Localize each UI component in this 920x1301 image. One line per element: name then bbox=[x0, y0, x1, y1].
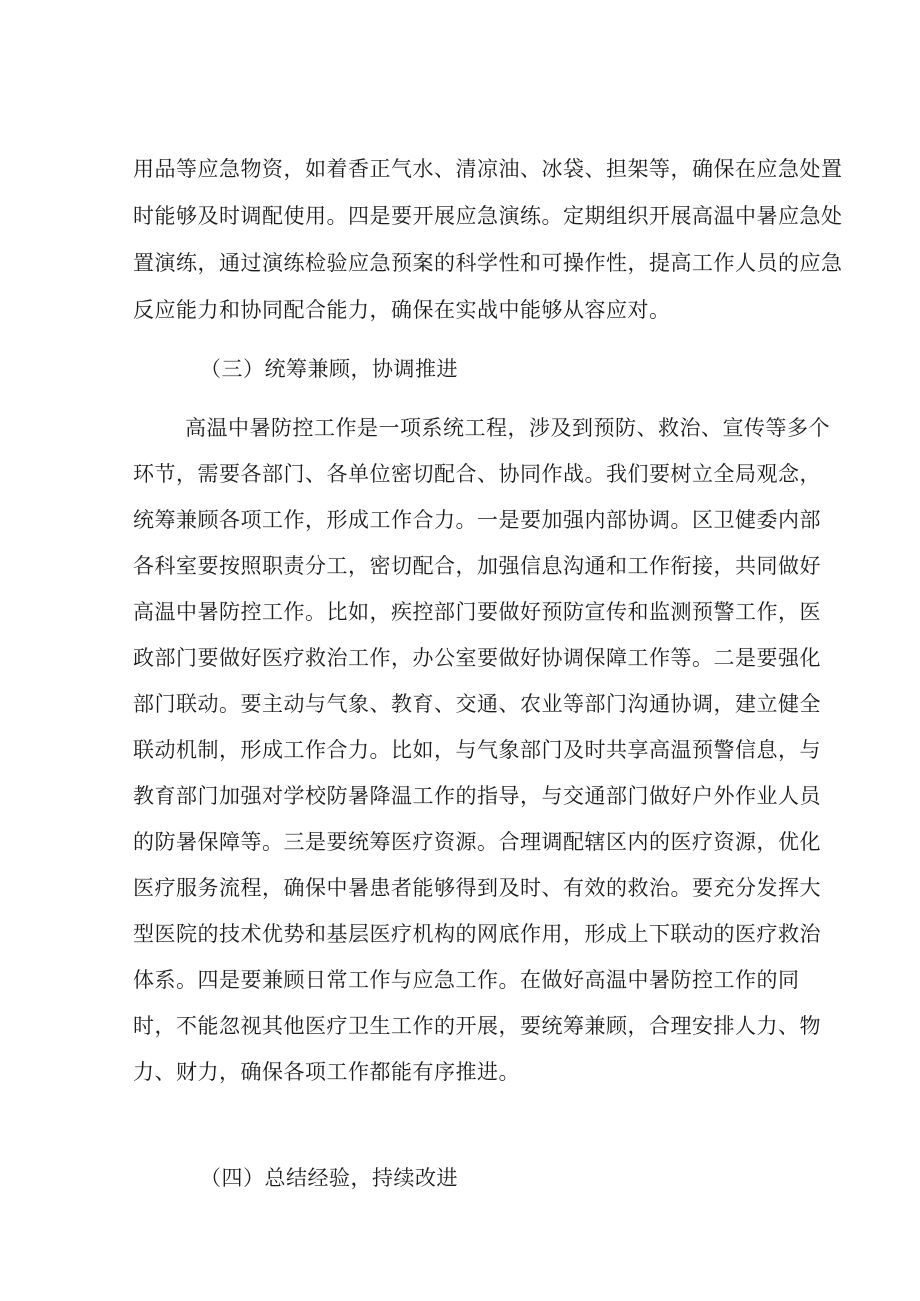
paragraph-line: 力、财力，确保各项工作都能有序推进。 bbox=[133, 1060, 520, 1084]
paragraph-line: 型医院的技术优势和基层医疗机构的网底作用，形成上下联动的医疗救治 bbox=[133, 922, 821, 946]
section-heading: （四）总结经验，持续改进 bbox=[200, 1166, 458, 1190]
paragraph-line: 医疗服务流程，确保中暑患者能够得到及时、有效的救治。要充分发挥大 bbox=[133, 876, 821, 900]
paragraph-line: 统筹兼顾各项工作，形成工作合力。一是要加强内部协调。区卫健委内部 bbox=[133, 508, 821, 532]
paragraph-line: 用品等应急物资，如着香正气水、清凉油、冰袋、担架等，确保在应急处置 bbox=[133, 157, 843, 181]
paragraph-line: 环节，需要各部门、各单位密切配合、协同作战。我们要树立全局观念， bbox=[133, 462, 821, 486]
paragraph-line: 联动机制，形成工作合力。比如，与气象部门及时共享高温预警信息，与 bbox=[133, 738, 821, 762]
paragraph-line: 的防暑保障等。三是要统筹医疗资源。合理调配辖区内的医疗资源，优化 bbox=[133, 830, 821, 854]
paragraph-line: 时，不能忽视其他医疗卫生工作的开展，要统筹兼顾，合理安排人力、物 bbox=[133, 1014, 821, 1038]
paragraph-line: 部门联动。要主动与气象、教育、交通、农业等部门沟通协调，建立健全 bbox=[133, 692, 821, 716]
paragraph-line: 反应能力和协同配合能力，确保在实战中能够从容应对。 bbox=[133, 298, 671, 322]
paragraph-line: 政部门要做好医疗救治工作，办公室要做好协调保障工作等。二是要强化 bbox=[133, 646, 821, 670]
paragraph-line: 置演练，通过演练检验应急预案的科学性和可操作性，提高工作人员的应急 bbox=[133, 251, 843, 275]
paragraph-line: 体系。四是要兼顾日常工作与应急工作。在做好高温中暑防控工作的同 bbox=[133, 968, 800, 992]
paragraph-line: 高温中暑防控工作是一项系统工程，涉及到预防、救治、宣传等多个 bbox=[185, 416, 830, 440]
paragraph-line: 高温中暑防控工作。比如，疾控部门要做好预防宣传和监测预警工作，医 bbox=[133, 600, 821, 624]
paragraph-line: 各科室要按照职责分工，密切配合，加强信息沟通和工作衔接，共同做好 bbox=[133, 554, 821, 578]
paragraph-line: 时能够及时调配使用。四是要开展应急演练。定期组织开展高温中暑应急处 bbox=[133, 204, 843, 228]
section-heading: （三）统筹兼顾，协调推进 bbox=[200, 357, 458, 381]
paragraph-line: 教育部门加强对学校防暑降温工作的指导，与交通部门做好户外作业人员 bbox=[133, 784, 821, 808]
